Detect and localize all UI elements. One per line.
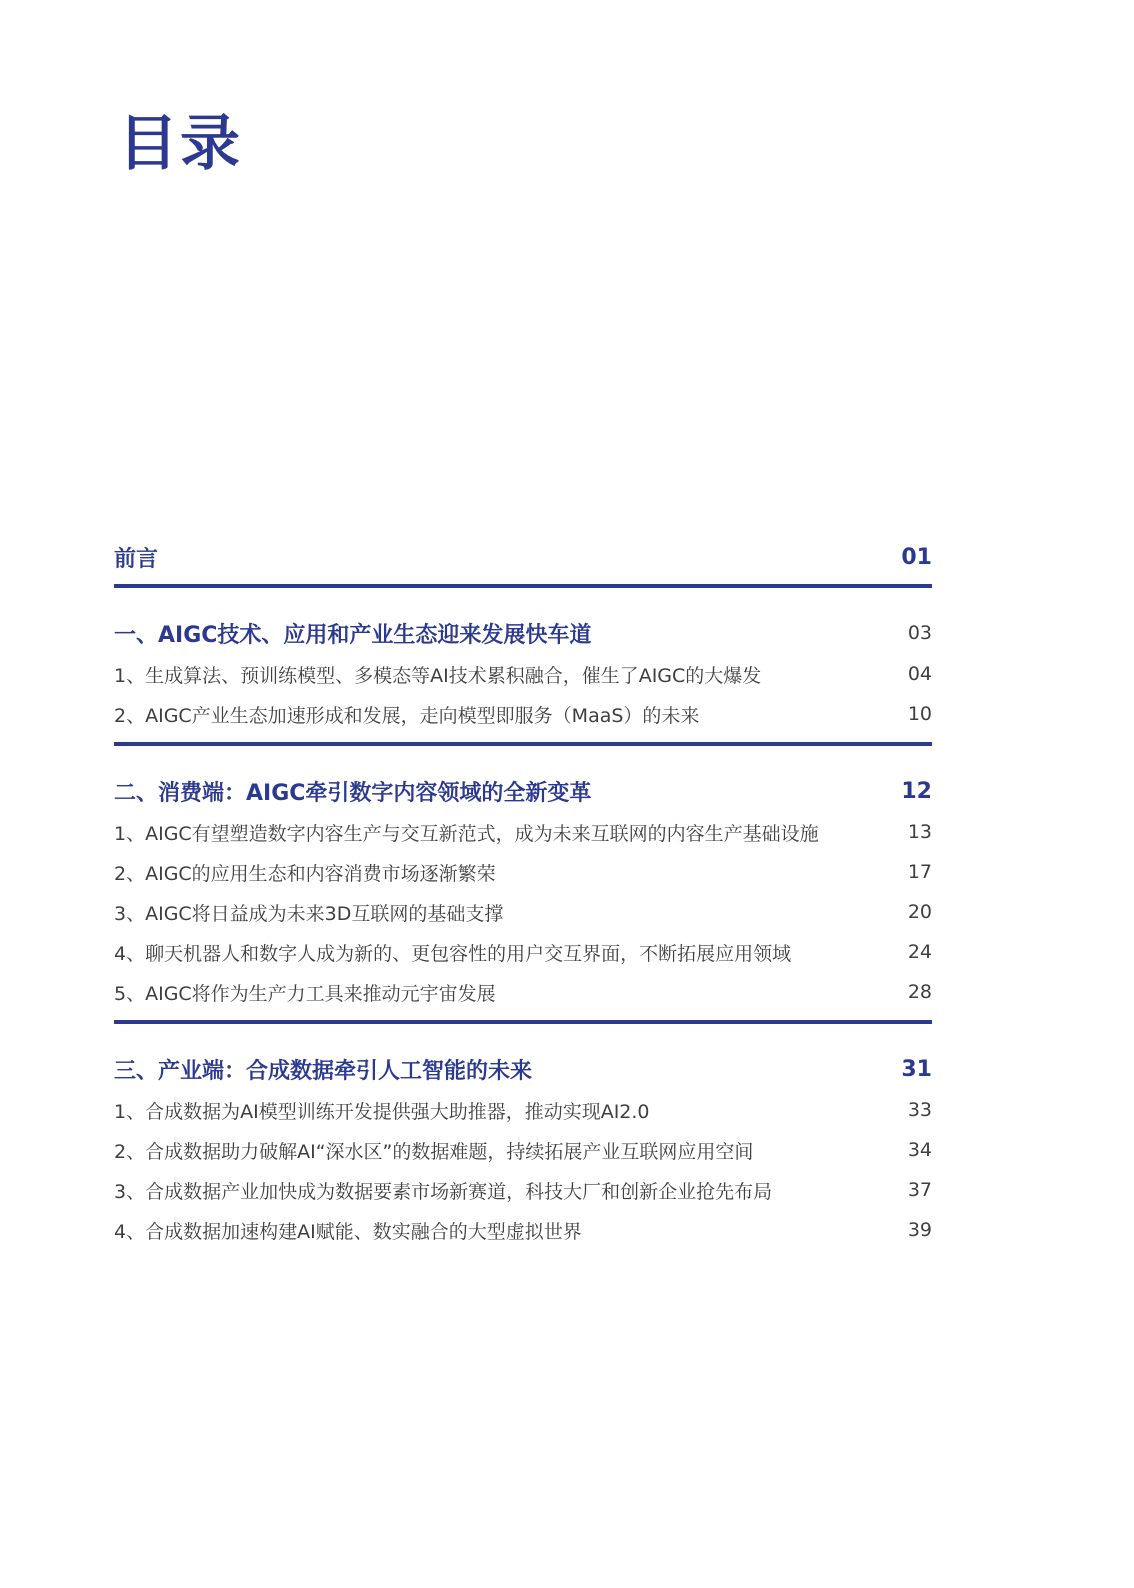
entry-page-number: 33 [907, 1099, 932, 1121]
entry-title: 2、AIGC产业生态加速形成和发展，走向模型即服务（MaaS）的未来 [114, 704, 700, 727]
section-page-number: 12 [901, 778, 932, 804]
table-of-contents [114, 536, 932, 1274]
toc-entry[interactable] [114, 932, 932, 972]
entry-page-number: 17 [907, 861, 932, 883]
section-title: 一、AIGC技术、应用和产业生态迎来发展快车道 [114, 622, 592, 648]
toc-section-heading[interactable] [114, 612, 932, 654]
entry-title: 4、合成数据加速构建AI赋能、数实融合的大型虚拟世界 [114, 1220, 582, 1243]
section-title: 三、产业端：合成数据牵引人工智能的未来 [114, 1058, 533, 1084]
toc-entry[interactable] [114, 1130, 932, 1170]
toc-entry[interactable] [114, 852, 932, 892]
toc-entry[interactable] [114, 1170, 932, 1210]
entry-title: 1、生成算法、预训练模型、多模态等AI技术累积融合，催生了AIGC的大爆发 [114, 664, 762, 687]
entry-page-number: 20 [907, 901, 932, 923]
toc-entry[interactable] [114, 654, 932, 694]
toc-section-1 [114, 612, 932, 746]
toc-section-heading[interactable] [114, 770, 932, 812]
entry-page-number: 13 [907, 821, 932, 843]
entry-title: 3、AIGC将日益成为未来3D互联网的基础支撑 [114, 902, 504, 925]
toc-entry[interactable] [114, 1090, 932, 1130]
section-page-number: 31 [901, 1056, 932, 1082]
toc-entry[interactable] [114, 694, 932, 734]
entry-page-number: 10 [907, 703, 932, 725]
toc-section-2 [114, 770, 932, 1024]
entry-page-number: 24 [907, 941, 932, 963]
entry-title: 1、合成数据为AI模型训练开发提供强大助推器，推动实现AI2.0 [114, 1100, 650, 1123]
toc-section-heading[interactable] [114, 1048, 932, 1090]
section-divider [114, 742, 932, 746]
toc-entry[interactable] [114, 812, 932, 852]
entry-title: 2、合成数据助力破解AI“深水区”的数据难题，持续拓展产业互联网应用空间 [114, 1140, 754, 1163]
toc-section-heading[interactable] [114, 536, 932, 578]
entry-page-number: 37 [907, 1179, 932, 1201]
toc-entry[interactable] [114, 972, 932, 1012]
toc-section-3 [114, 1048, 932, 1250]
section-title: 前言 [114, 546, 159, 572]
entry-title: 2、AIGC的应用生态和内容消费市场逐渐繁荣 [114, 862, 496, 885]
section-page-number: 01 [901, 544, 932, 570]
page-title: 目录 [118, 109, 242, 179]
entry-title: 4、聊天机器人和数字人成为新的、更包容性的用户交互界面，不断拓展应用领域 [114, 942, 792, 965]
entry-title: 1、AIGC有望塑造数字内容生产与交互新范式，成为未来互联网的内容生产基础设施 [114, 822, 819, 845]
entry-page-number: 34 [907, 1139, 932, 1161]
section-title: 二、消费端：AIGC牵引数字内容领域的全新变革 [114, 780, 592, 806]
section-page-number: 03 [907, 622, 932, 644]
toc-entry[interactable] [114, 1210, 932, 1250]
entry-title: 3、合成数据产业加快成为数据要素市场新赛道，科技大厂和创新企业抢先布局 [114, 1180, 773, 1203]
entry-page-number: 39 [907, 1219, 932, 1241]
section-divider [114, 1020, 932, 1024]
entry-title: 5、AIGC将作为生产力工具来推动元宇宙发展 [114, 982, 496, 1005]
entry-page-number: 04 [907, 663, 932, 685]
entry-page-number: 28 [907, 981, 932, 1003]
section-divider [114, 584, 932, 588]
toc-entry[interactable] [114, 892, 932, 932]
toc-preface [114, 536, 932, 588]
